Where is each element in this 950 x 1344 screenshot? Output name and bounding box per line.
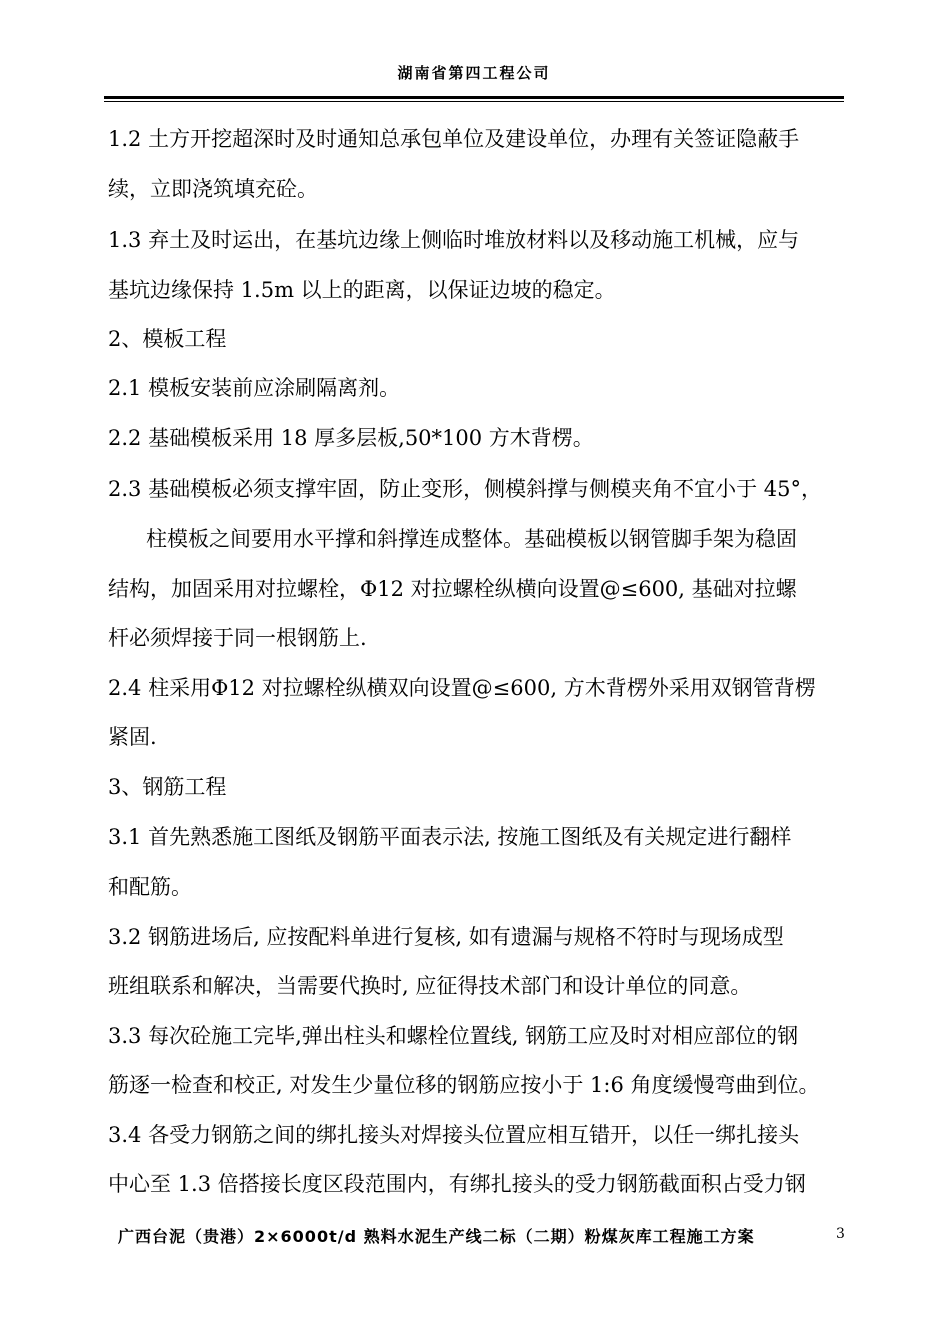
body-line: 2.4 柱采用Φ12 对拉螺栓纵横双向设置@≤600, 方木背楞外采用双钢管背楞	[108, 676, 816, 700]
body-line: 和配筋。	[108, 875, 192, 899]
body-line: 1.3 弃土及时运出，在基坑边缘上侧临时堆放材料以及移动施工机械，应与	[108, 228, 800, 252]
body-line: 2.1 模板安装前应涂刷隔离剂。	[108, 376, 401, 400]
body-line: 2.2 基础模板采用 18 厚多层板,50*100 方木背楞。	[108, 426, 594, 450]
section-heading: 3、钢筋工程	[108, 775, 227, 799]
body-line: 基坑边缘保持 1.5m 以上的距离，以保证边坡的稳定。	[108, 278, 616, 302]
body-line: 柱模板之间要用水平撑和斜撑连成整体。基础模板以钢管脚手架为稳固	[146, 527, 797, 551]
body-line: 2.3 基础模板必须支撑牢固，防止变形，侧模斜撑与侧模夹角不宜小于 45°，	[108, 477, 822, 501]
header-rule-thin	[104, 101, 844, 102]
body-line: 1.2 土方开挖超深时及时通知总承包单位及建设单位，办理有关签证隐蔽手	[108, 127, 800, 151]
page-number: 3	[836, 1226, 845, 1242]
body-line: 紧固.	[108, 725, 157, 749]
header-rule-thick	[104, 96, 844, 99]
body-line: 3.3 每次砼施工完毕,弹出柱头和螺栓位置线, 钢筋工应及时对相应部位的钢	[108, 1024, 799, 1048]
section-heading: 2、模板工程	[108, 327, 227, 351]
body-line: 筋逐一检查和校正, 对发生少量位移的钢筋应按小于 1:6 角度缓慢弯曲到位。	[108, 1073, 820, 1097]
body-line: 杆必须焊接于同一根钢筋上.	[108, 626, 367, 650]
body-line: 中心至 1.3 倍搭接长度区段范围内，有绑扎接头的受力钢筋截面积占受力钢	[108, 1172, 806, 1196]
body-line: 班组联系和解决，当需要代换时, 应征得技术部门和设计单位的同意。	[108, 974, 752, 998]
page-header: 湖南省第四工程公司	[397, 64, 551, 82]
body-line: 结构，加固采用对拉螺栓，Φ12 对拉螺栓纵横向设置@≤600, 基础对拉螺	[108, 577, 797, 601]
body-line: 3.1 首先熟悉施工图纸及钢筋平面表示法, 按施工图纸及有关规定进行翻样	[108, 825, 792, 849]
body-line: 3.4 各受力钢筋之间的绑扎接头对焊接头位置应相互错开，以任一绑扎接头	[108, 1123, 800, 1147]
page-footer: 广西台泥（贵港）2×6000t/d 熟料水泥生产线二标（二期）粉煤灰库工程施工方案	[118, 1227, 755, 1246]
body-line: 3.2 钢筋进场后, 应按配料单进行复核, 如有遗漏与规格不符时与现场成型	[108, 925, 784, 949]
body-line: 续，立即浇筑填充砼。	[108, 177, 318, 201]
